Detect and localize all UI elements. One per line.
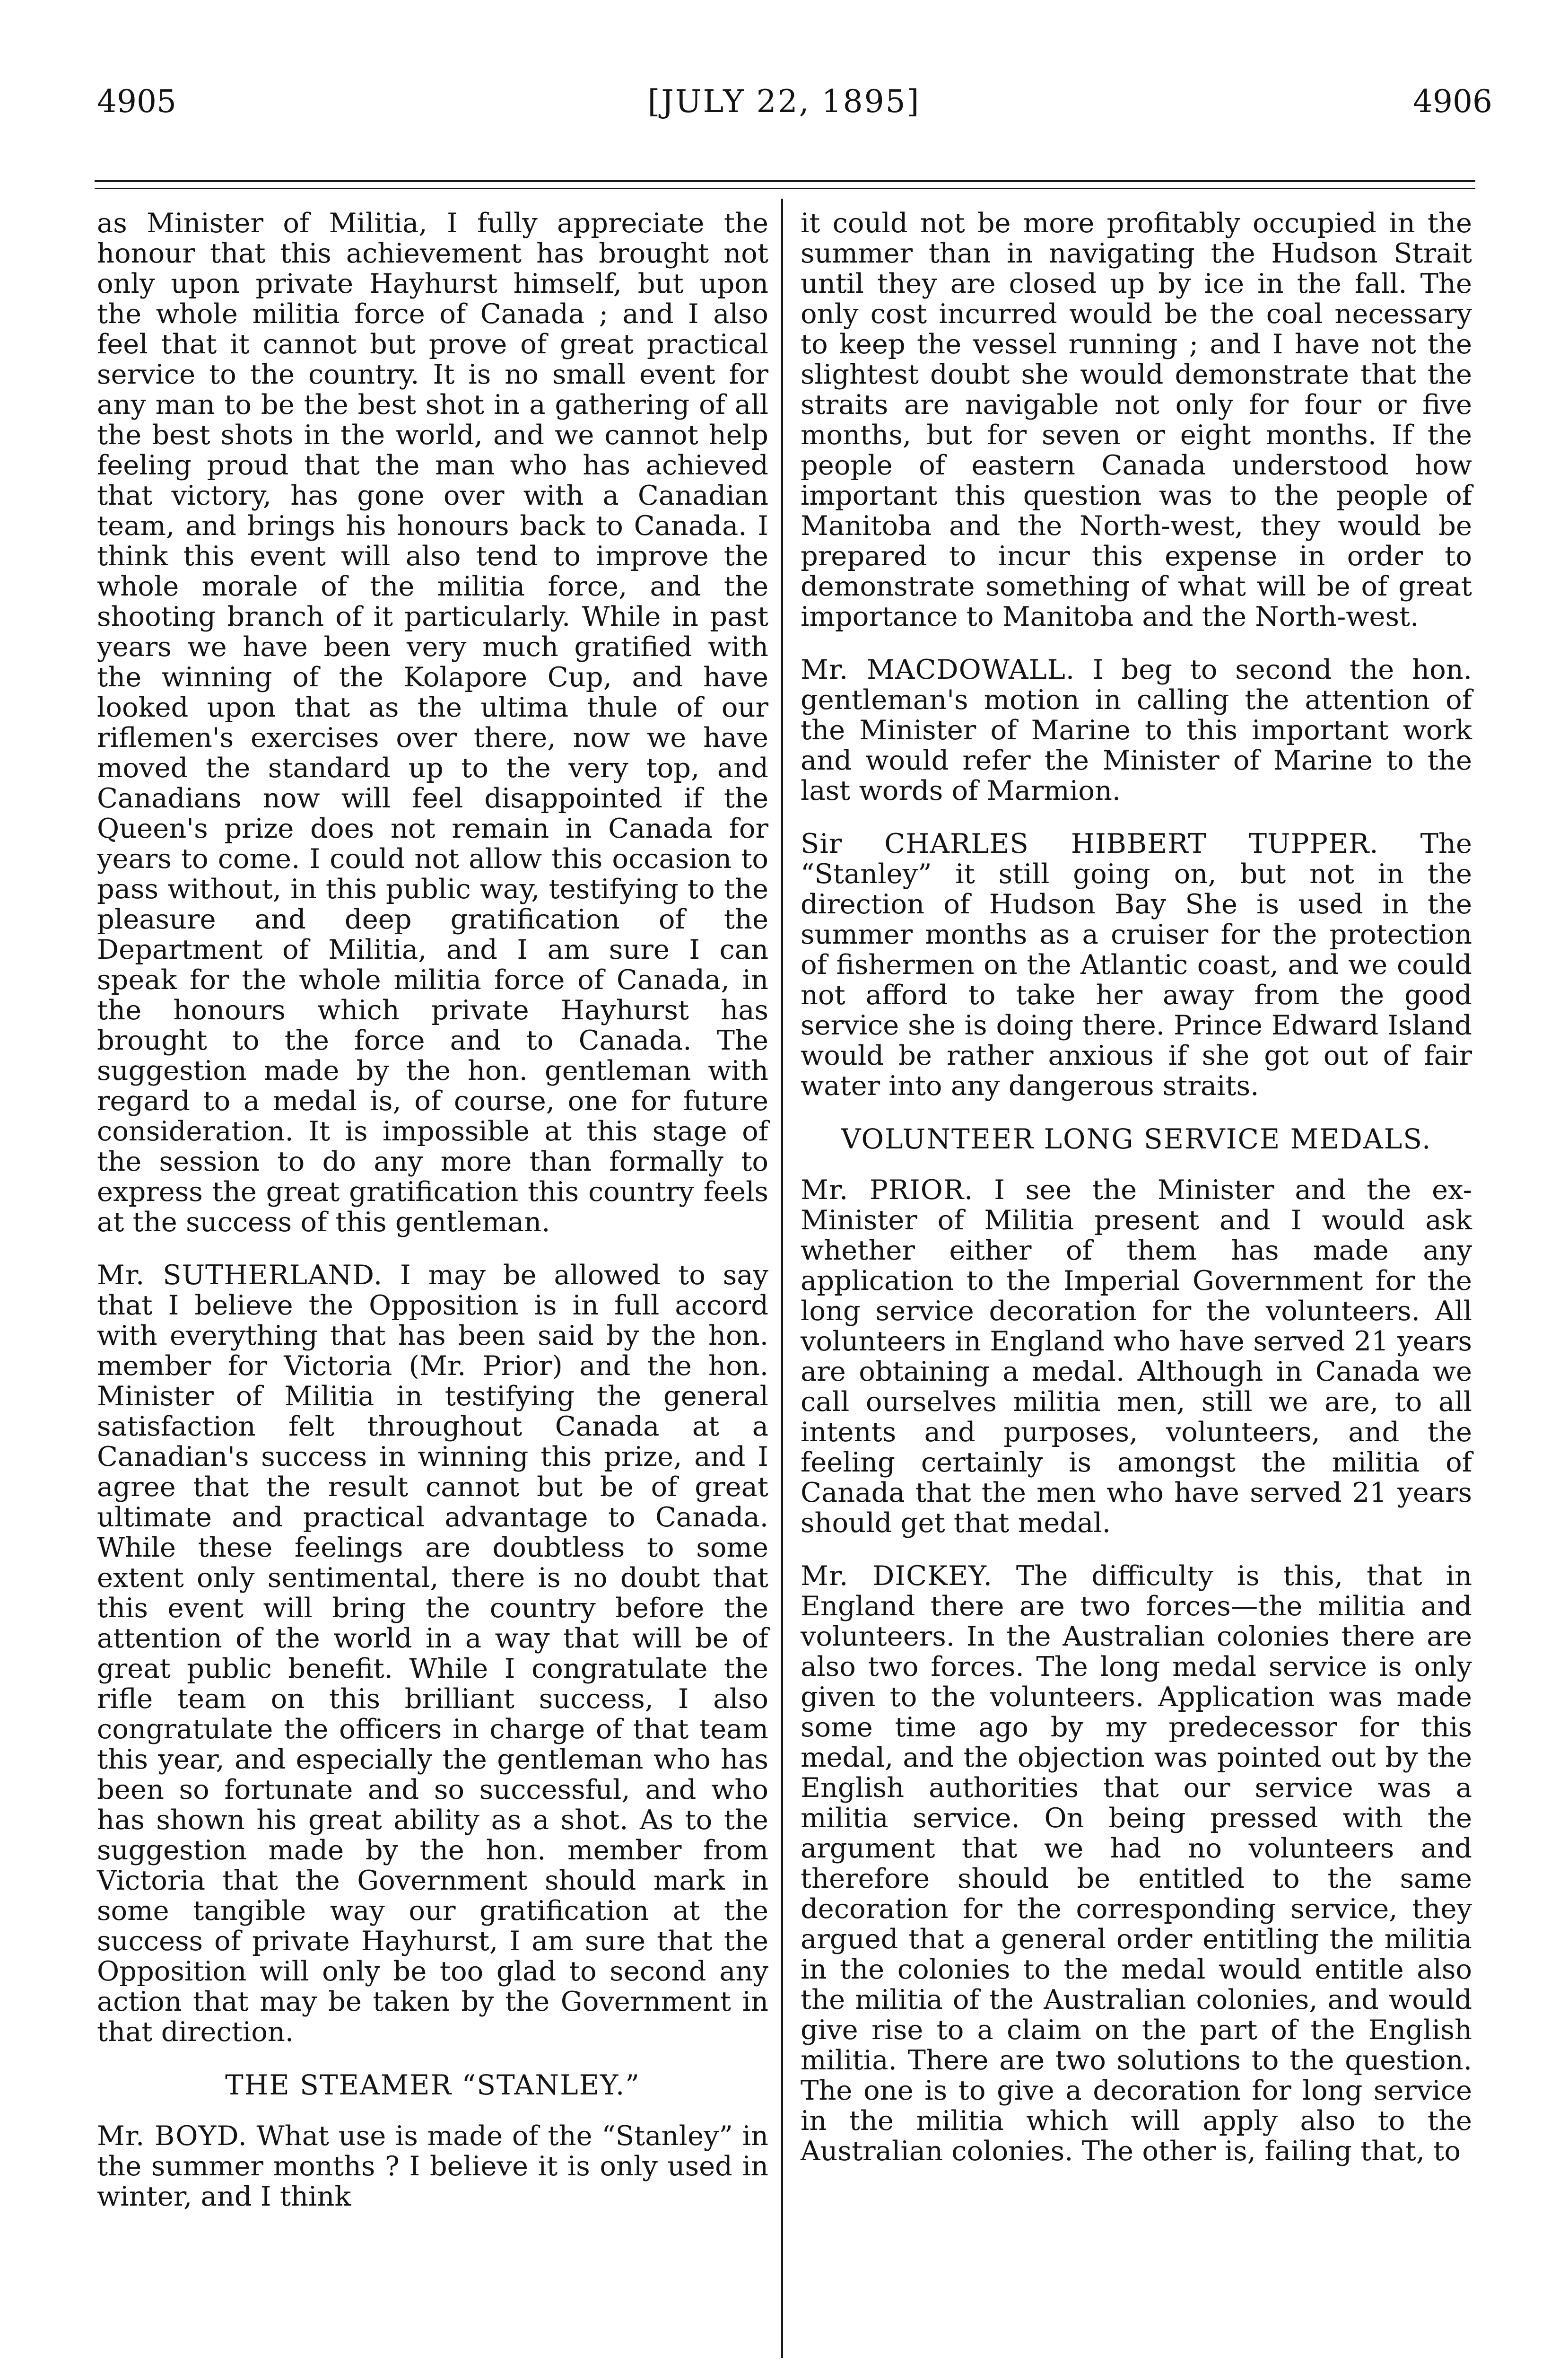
page-number-left: 4905 [97, 83, 176, 120]
right-column [801, 208, 1472, 2189]
page-number-right: 4906 [1413, 83, 1492, 120]
speaker-name: Mr. PRIOR. [801, 1174, 974, 1206]
left-column [97, 208, 768, 2234]
paragraph [801, 1561, 1472, 2166]
speaker-name: Mr. SUTHERLAND. [97, 1259, 383, 1291]
paragraph [97, 2121, 768, 2212]
section-heading: THE STEAMER “STANLEY.” [225, 2069, 640, 2101]
speaker-name: Mr. MACDOWALL. [801, 654, 1075, 685]
paragraph: as Minister of Militia, I fully appreciate the honour that this achievement has brought not only upon private Hayhurst himself, but upon the whole militia force of Canada ; and I also feel that it cannot but prove of great practical service to the country. It is no small event for any man to be the best shot in a gathering of all the best shots in the world, and we cannot help feeling proud that the man who has achieved that victory, has gone over with a Canadian team, and brings his honours back to Canada. I think this event will also tend to improve the whole morale of the militia force, and the shooting branch of it particularly. While in past years we have been very much gratified with the winning of the Kolapore Cup, and have looked upon that as the ultima thule of our riflemen's exercises over there, now we have moved the standard up to the very top, and Canadians now will feel disappointed if the Queen's prize does not remain in Canada for years to come. I could not allow this occasion to pass without, in this public way, testifying to the pleasure and deep gratification of the Department of Militia, and I am sure I can speak for the whole militia force of Canada, in the honours which private Hayhurst has brought to the force and to Canada. The suggestion made by the hon. gentleman with regard to a medal is, of course, one for future consideration. It is impossible at this stage of the session to do any more than formally to express the great gratification this country feels at the success of this gentleman. [97, 207, 768, 1238]
paragraph-text: I beg to second the hon. gentleman's motion in calling the attention of the Minister of Marine to this important work and would refer the Minister of Marine to the last words of Marmion. [801, 654, 1472, 806]
paragraph-text: What use is made of the “Stanley” in the summer months ? I believe it is only used in winter, and I think [97, 2120, 768, 2212]
paragraph-text: The “Stanley” it still going on, but not in the direction of Hudson Bay She is used in the summer months as a cruiser for the protection of fishermen on the Atlantic coast, and we could not afford to take her away from the good service she is doing there. Prince Edward Island would be rather anxious if she got out of fair water into any dangerous straits. [801, 828, 1472, 1102]
paragraph [801, 655, 1472, 806]
paragraph-text: I see the Minister and the ex-Minister of Militia present and I would ask whether either of them has made any application to the Imperial Government for the long service decoration for the volunteers. All volunteers in England who have served 21 years are obtaining a medal. Although in Canada we call ourselves militia men, still we are, to all intents and purposes, volunteers, and the feeling certainly is amongst the militia of Canada that the men who have served 21 years should get that medal. [801, 1174, 1472, 1539]
paragraph: it could not be more profitably occupied in the summer than in navigating the Hudson Strait until they are closed up by ice in the fall. The only cost incurred would be the coal necessary to keep the vessel running ; and I have not the slightest doubt she would demonstrate that the straits are navigable not only for four or five months, but for seven or eight months. If the people of eastern Canada understood how important this question was to the people of Manitoba and the North-west, they would be prepared to incur this expense in order to demonstrate something of what will be of great importance to Manitoba and the North-west. [801, 207, 1472, 632]
paragraph [97, 1260, 768, 2047]
paragraph-text: I may be allowed to say that I believe the Opposition is in full accord with everything that has been said by the hon. member for Victoria (Mr. Prior) and the hon. Minister of Militia in testifying the general satisfaction felt throughout Canada at a Canadian's success in winning this prize, and I agree that the result cannot but be of great ultimate and practical advantage to Canada. While these feelings are doubtless to some extent only sentimental, there is no doubt that this event will bring the country before the attention of the world in a way that will be of great public benefit. While I congratulate the rifle team on this brilliant success, I also congratulate the officers in charge of that team this year, and especially the gentleman who has been so fortunate and so successful, and who has shown his great ability as a shot. As to the suggestion made by the hon. member from Victoria that the Government should mark in some tangible way our gratification at the success of private Hayhurst, I am sure that the Opposition will only be too glad to second any action that may be taken by the Government in that direction. [97, 1259, 768, 2048]
paragraph [801, 1175, 1472, 1538]
paragraph [801, 829, 1472, 1101]
page-header [0, 83, 1568, 140]
column-divider [781, 199, 783, 2358]
page-date-title: [JULY 22, 1895] [647, 83, 921, 120]
speaker-name: Mr. DICKEY. [801, 1560, 993, 1592]
header-rule-thick [95, 180, 1475, 182]
header-rule-thin [95, 188, 1475, 189]
paragraph-text: The difficulty is this, that in England there are two forces—the militia and volunteers. In the Australian colonies there are also two forces. The long medal service is only given to the volunteers. Application was made some time ago by my predecessor for this medal, and the objection was pointed out by the English authorities that our service was a militia service. On being pressed with the argument that we had no volunteers and therefore should be entitled to the same decoration for the corresponding service, they argued that a general order entitling the militia in the colonies to the medal would entitle also the militia of the Australian colonies, and would give rise to a claim on the part of the English militia. There are two solutions to the question. The one is to give a decoration for long service in the militia which will apply also to the Australian colonies. The other is, failing that, to [801, 1560, 1472, 2167]
speaker-name: Sir CHARLES HIBBERT TUPPER. [801, 828, 1379, 859]
speaker-name: Mr. BOYD. [97, 2120, 247, 2152]
section-heading: VOLUNTEER LONG SERVICE MEDALS. [841, 1123, 1432, 1155]
